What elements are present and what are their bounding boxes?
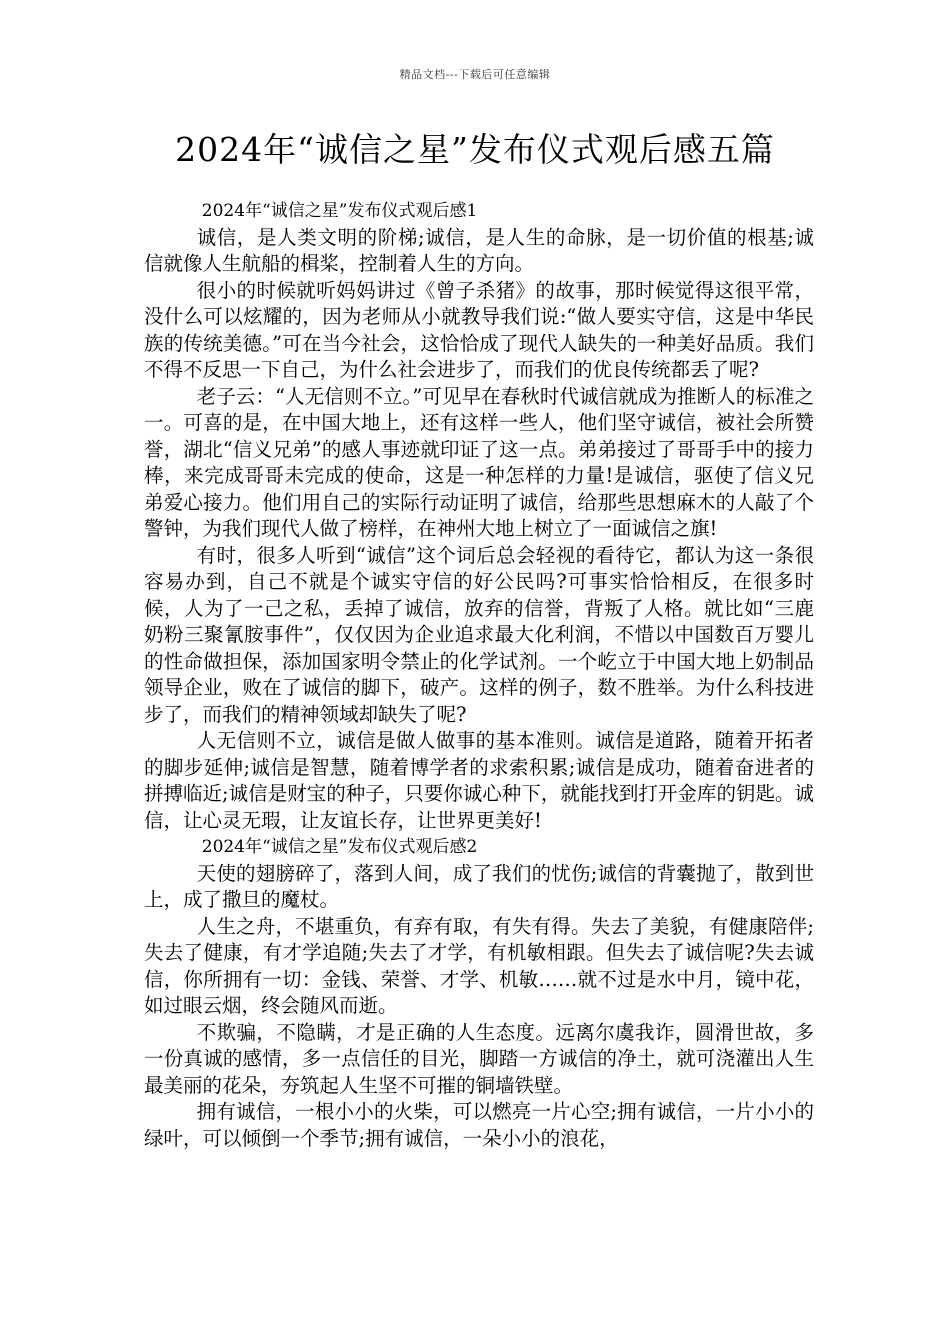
paragraph: 拥有诚信，一根小小的火柴，可以燃亮一片心空;拥有诚信，一片小小的绿叶，可以倾倒一个季节;拥有诚信，一朵小小的浪花，	[144, 1100, 814, 1150]
document-title: 2024年“诚信之星”发布仪式观后感五篇	[175, 130, 775, 169]
document-body	[144, 198, 814, 1152]
paragraph: 很小的时候就听妈妈讲过《曾子杀猪》的故事，那时候觉得这很平常，没什么可以炫耀的，因为老师从小就教导我们说:“做人要实守信，这是中华民族的传统美德。”可在当今社会，这恰恰成了现代人缺失的一种美好品质。我们不得不反思一下自己，为什么社会进步了，而我们的优良传统都丢了呢?	[144, 278, 814, 381]
section-heading: 2024年“诚信之星”发布仪式观后感1	[201, 201, 478, 221]
header-note: 精品文档---下载后可任意编辑	[399, 68, 551, 81]
paragraph: 有时，很多人听到“诚信”这个词后总会轻视的看待它，都认为这一条很容易办到，自己不就是个诚实守信的好公民吗?可事实恰恰相反，在很多时候，人为了一己之私，丢掉了诚信，放弃的信誉，背叛了人格。就比如“三鹿奶粉三聚氰胺事件”，仅仅因为企业追求最大化利润，不惜以中国数百万婴儿的性命做担保，添加国家明令禁止的化学试剂。一个屹立于中国大地上奶制品领导企业，败在了诚信的脚下，破产。这样的例子，数不胜举。为什么科技进步了，而我们的精神领域却缺失了呢?	[144, 543, 814, 726]
paragraph: 人无信则不立，诚信是做人做事的基本准则。诚信是道路，随着开拓者的脚步延伸;诚信是智慧，随着博学者的求索积累;诚信是成功，随着奋进者的拼搏临近;诚信是财宝的种子，只要你诚心种下，就能找到打开金库的钥匙。诚信，让心灵无瑕，让友谊长存，让世界更美好!	[144, 729, 814, 832]
paragraph: 人生之舟，不堪重负，有弃有取，有失有得。失去了美貌，有健康陪伴;失去了健康，有才学追随;失去了才学，有机敏相跟。但失去了诚信呢?失去诚信，你所拥有一切：金钱、荣誉、才学、机敏……就不过是水中月，镜中花，如过眼云烟，终会随风而逝。	[144, 914, 814, 1017]
section-heading: 2024年“诚信之星”发布仪式观后感2	[201, 837, 478, 857]
paragraph: 老子云：“人无信则不立。”可见早在春秋时代诚信就成为推断人的标准之一。可喜的是，在中国大地上，还有这样一些人，他们坚守诚信，被社会所赞誉，湖北“信义兄弟”的感人事迹就印证了这一点。弟弟接过了哥哥手中的接力棒，来完成哥哥未完成的使命，这是一种怎样的力量!是诚信，驱使了信义兄弟爱心接力。他们用自己的实际行动证明了诚信，给那些思想麻木的人敲了个警钟，为我们现代人做了榜样，在神州大地上树立了一面诚信之旗!	[144, 384, 814, 540]
paragraph: 诚信，是人类文明的阶梯;诚信，是人生的命脉，是一切价值的根基;诚信就像人生航船的楫桨，控制着人生的方向。	[144, 225, 814, 275]
paragraph: 天使的翅膀碎了，落到人间，成了我们的忧伤;诚信的背囊抛了，散到世上，成了撒旦的魔杖。	[144, 861, 814, 911]
paragraph: 不欺骗，不隐瞒，才是正确的人生态度。远离尔虞我诈，圆滑世故，多一份真诚的感情，多一点信任的目光，脚踏一方诚信的净土，就可浇灌出人生最美丽的花朵，夯筑起人生坚不可摧的铜墙铁壁。	[144, 1020, 814, 1097]
